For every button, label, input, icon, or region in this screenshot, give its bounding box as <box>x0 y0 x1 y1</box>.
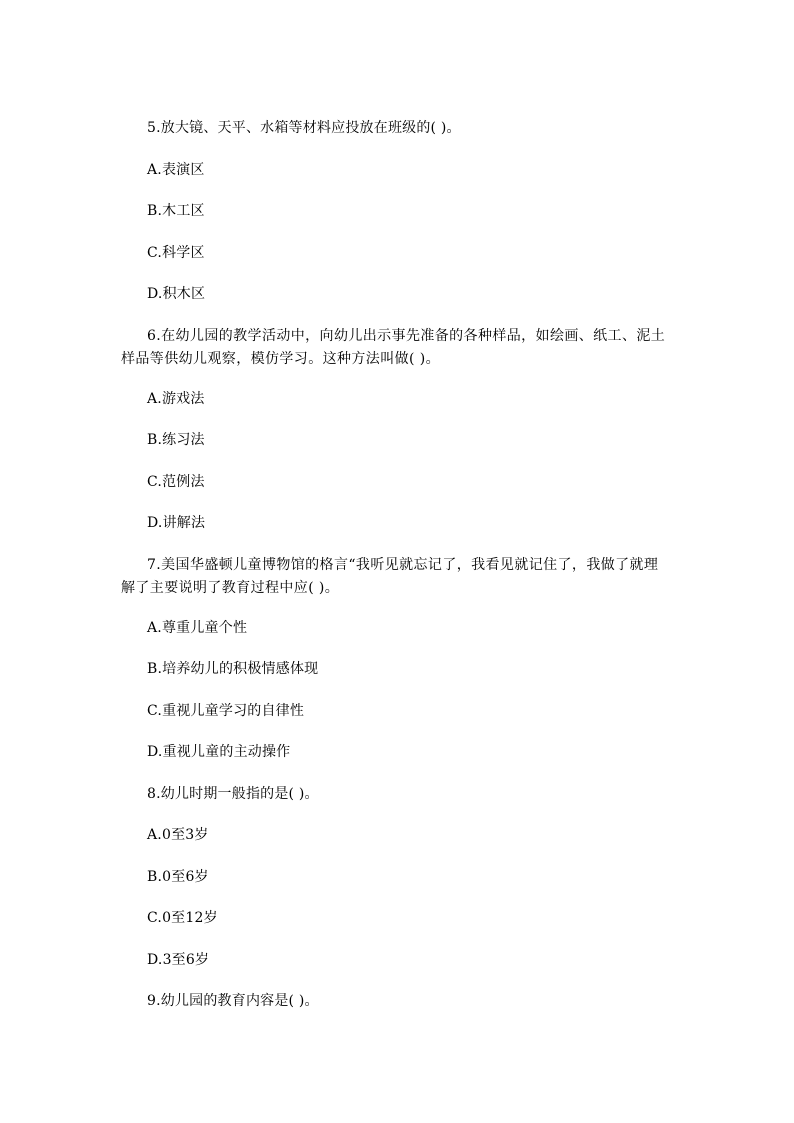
question-8-option-d: D.3至6岁 <box>147 952 210 968</box>
question-6-option-a: A.游戏法 <box>147 391 205 407</box>
question-7-option-a: A.尊重儿童个性 <box>147 620 248 636</box>
question-6-option-d: D.讲解法 <box>147 515 206 531</box>
question-6-option-b: B.练习法 <box>147 432 205 448</box>
question-9-stem: 9.幼儿园的教育内容是( )。 <box>147 993 319 1009</box>
question-6-option-c: C.范例法 <box>147 474 205 490</box>
question-8-stem: 8.幼儿时期一般指的是( )。 <box>147 786 319 802</box>
question-5-option-c: C.科学区 <box>147 245 205 261</box>
question-7-option-c: C.重视儿童学习的自律性 <box>147 703 305 719</box>
question-5-option-d: D.积木区 <box>147 286 206 302</box>
question-8-option-c: C.0至12岁 <box>147 910 218 926</box>
question-5-stem: 5.放大镜、天平、水箱等材料应投放在班级的( )。 <box>147 120 461 136</box>
question-6-stem: 6.在幼儿园的教学活动中，向幼儿出示事先准备的各种样品，如绘画、纸工、泥土样品等供幼儿观察，模仿学习。这种方法叫做( )。 <box>121 328 666 367</box>
question-5-option-a: A.表演区 <box>147 162 205 178</box>
question-8-option-a: A.0至3岁 <box>147 827 209 843</box>
question-5-option-b: B.木工区 <box>147 203 205 219</box>
question-7-option-b: B.培养幼儿的积极情感体现 <box>147 661 319 677</box>
question-7-option-d: D.重视儿童的主动操作 <box>147 744 291 760</box>
question-7-stem: 7.美国华盛顿儿童博物馆的格言“我听见就忘记了，我看见就记住了，我做了就理解了主要说明了教育过程中应( )。 <box>121 557 659 596</box>
question-8-option-b: B.0至6岁 <box>147 869 209 885</box>
